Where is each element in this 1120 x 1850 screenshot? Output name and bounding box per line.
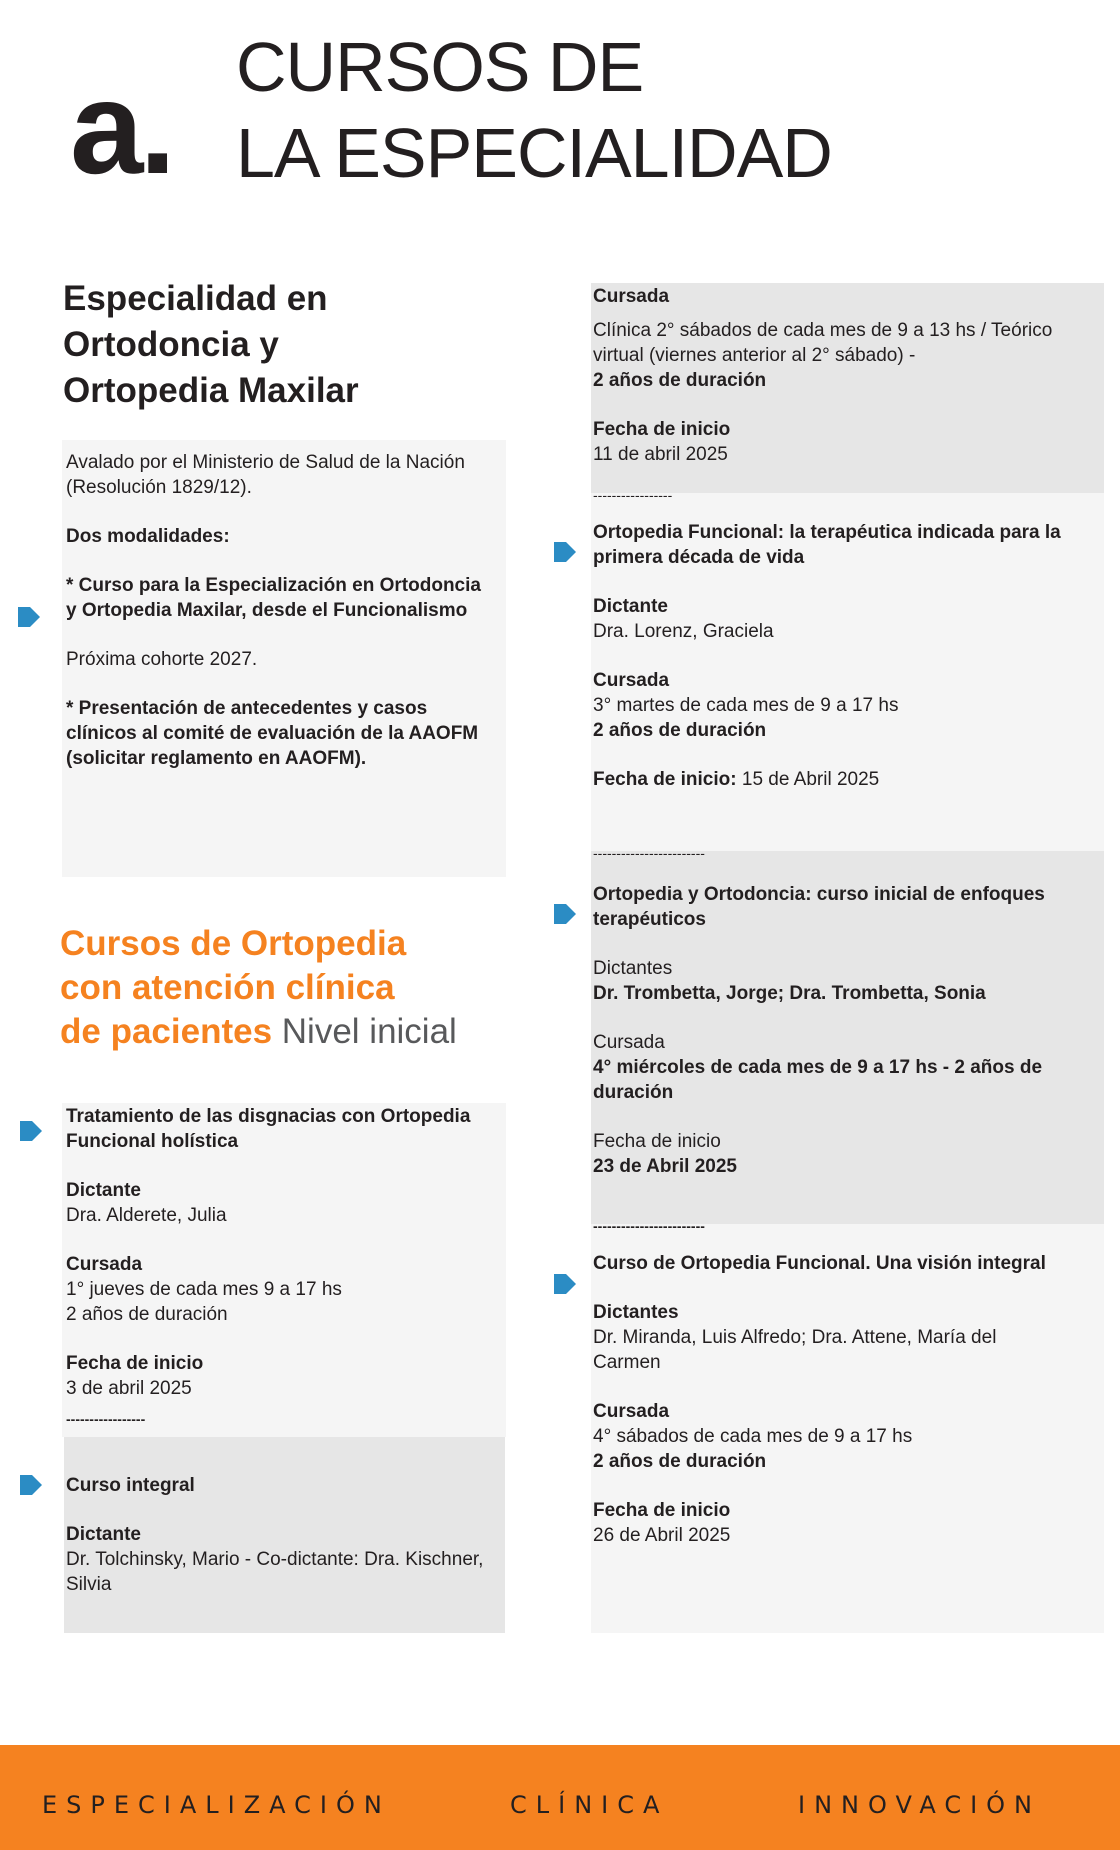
start-date: 23 de Abril 2025 [593,1156,737,1177]
page-title-line2: LA ESPECIALIDAD [236,114,832,192]
section-heading-line2: con atención clínica [60,968,395,1007]
teacher-name: Dra. Alderete, Julia [66,1205,227,1226]
page-title [236,24,832,196]
separator: ----------------- [66,1411,146,1427]
arrow-marker-icon [554,542,576,562]
course-card [62,1103,506,1437]
footer-word-especializacion: ESPECIALIZACIÓN [42,1791,391,1819]
schedule-text: 3° martes de cada mes de 9 a 17 hs [593,695,899,716]
start-date: 11 de abril 2025 [593,444,728,465]
modalities-label: Dos modalidades: [66,526,230,547]
separator: ------------------------ [593,1218,705,1234]
duration-text: 2 años de duración [593,720,767,741]
duration-text: 2 años de duración [593,370,767,391]
next-cohort: Próxima cohorte 2027. [66,649,258,670]
course-title: Ortopedia Funcional: la terapéutica indicada para la primera década de vida [593,522,1061,568]
teacher-name: Dr. Trombetta, Jorge; Dra. Trombetta, Sonia [593,983,986,1004]
arrow-marker-icon [554,904,576,924]
schedule-text: 4° sábados de cada mes de 9 a 17 hs [593,1426,913,1447]
schedule-label: Cursada [66,1254,143,1275]
section-letter: a. [70,54,173,201]
schedule-label: Cursada [593,670,670,691]
start-date: 15 de Abril 2025 [736,769,880,790]
start-date: 26 de Abril 2025 [593,1525,731,1546]
schedule-text: 4° miércoles de cada mes de 9 a 17 hs - 2 años de duración [593,1057,1043,1103]
start-label: Fecha de inicio [66,1353,204,1374]
start-date: 3 de abril 2025 [66,1378,192,1399]
course-title: Tratamiento de las disgnacias con Ortopedia Funcional holística [66,1106,471,1152]
specialty-title [63,276,359,414]
schedule-text: 1° jueves de cada mes 9 a 17 hs [66,1279,342,1300]
course-card [64,1437,505,1633]
section-heading-bold: de pacientes [60,1012,273,1051]
teacher-label: Dictante [593,596,668,617]
course-card [591,1218,1104,1633]
section-heading-line3 [60,1010,457,1054]
schedule-label: Cursada [593,1032,665,1053]
specialty-title-line1: Especialidad en [63,279,328,318]
start-label: Fecha de inicio [593,419,731,440]
start-label: Fecha de inicio: [593,769,737,790]
duration-text: 2 años de duración [66,1304,228,1325]
start-label: Fecha de inicio [593,1131,721,1152]
teacher-name: Dra. Lorenz, Graciela [593,621,774,642]
course-title: Curso integral [66,1475,195,1496]
teacher-name: Dr. Miranda, Luis Alfredo; Dra. Attene, María del Carmen [593,1327,997,1373]
start-line [593,767,1063,792]
teacher-name: Dr. Tolchinsky, Mario - Co-dictante: Dra. Kischner, Silvia [66,1549,484,1595]
course-title: Curso de Ortopedia Funcional. Una visión integral [593,1253,1046,1274]
specialty-title-line2: Ortodoncia y [63,325,279,364]
separator: ----------------- [593,487,673,503]
modality-1: * Curso para la Especialización en Ortodoncia y Ortopedia Maxilar, desde el Funcionalismo [66,575,481,621]
modality-2: * Presentación de antecedentes y casos clínicos al comité de evaluación de la AAOFM (solicitar reglamento en AAOFM). [66,698,479,769]
specialty-box [62,440,506,877]
arrow-marker-icon [20,1475,42,1495]
schedule-text: Clínica 2° sábados de cada mes de 9 a 13 hs / Teórico virtual (viernes anterior al 2° sábado) - [593,320,1053,366]
section-heading-level: Nivel inicial [272,1012,457,1051]
schedule-card [591,283,1104,493]
teacher-label: Dictante [66,1180,141,1201]
schedule-label: Cursada [593,286,670,307]
teacher-label: Dictante [66,1524,141,1545]
duration-text: 2 años de duración [593,1451,767,1472]
course-card [591,845,1104,1224]
course-card [591,487,1104,851]
specialty-title-line3: Ortopedia Maxilar [63,371,359,410]
course-title: Ortopedia y Ortodoncia: curso inicial de enfoques terapéuticos [593,884,1045,930]
schedule-label: Cursada [593,1401,670,1422]
teacher-label: Dictantes [593,958,673,979]
separator: ------------------------ [593,845,705,861]
section-heading-line1: Cursos de Ortopedia [60,924,407,963]
footer-word-innovacion: INNOVACIÓN [798,1791,1042,1819]
footer-word-clinica: CLÍNICA [510,1791,669,1819]
teacher-label: Dictantes [593,1302,679,1323]
arrow-marker-icon [18,607,40,627]
endorsement-text: Avalado por el Ministerio de Salud de la Nación (Resolución 1829/12). [66,452,465,498]
start-label: Fecha de inicio [593,1500,731,1521]
section-heading [60,922,457,1054]
page-title-line1: CURSOS DE [236,28,644,106]
arrow-marker-icon [554,1274,576,1294]
footer-bar [0,1745,1120,1850]
arrow-marker-icon [20,1121,42,1141]
